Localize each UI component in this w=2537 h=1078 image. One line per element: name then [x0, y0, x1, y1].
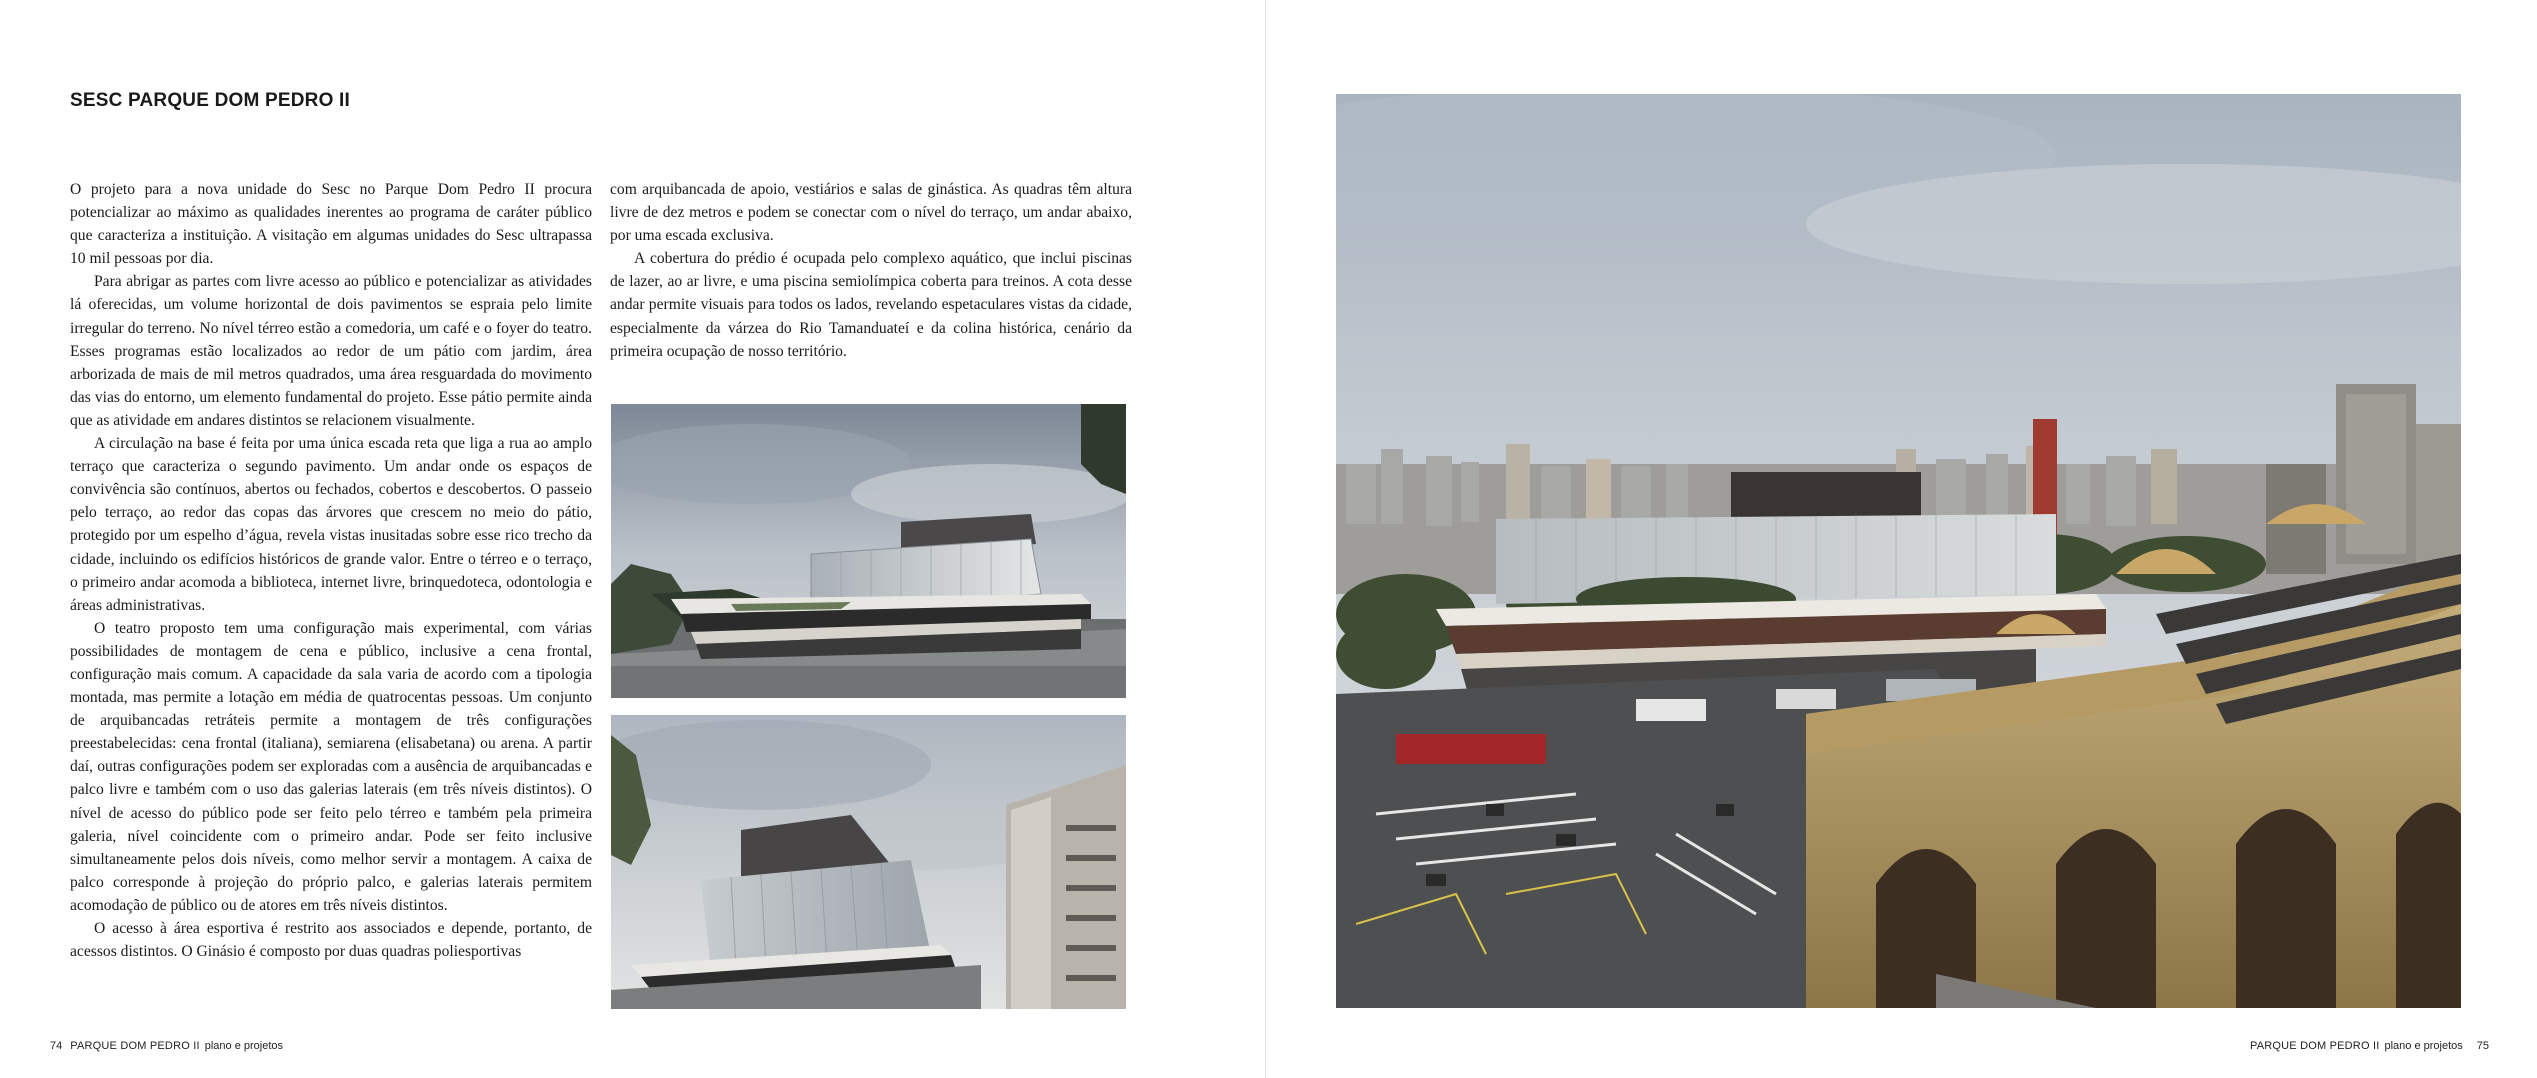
paragraph: Para abrigar as partes com livre acesso ao público e potencializar as atividades lá oferecidas, um volume horizontal de dois pavimentos se espraia pelo limite irregular do terreno. No nível térreo estão a comedoria, um café e o foyer do teatro. Esses programas estão localizados ao redor de um pátio com jardim, área arborizada de mais de mil metros quadrados, uma área resguardada do movimento das vias do entorno, um elemento fundamental do projeto. Esse pátio permite ainda que as atividade em andares distintos se relacionem visualmente. — [70, 273, 592, 429]
paragraph: O projeto para a nova unidade do Sesc no Parque Dom Pedro II procura potencializar ao máximo as qualidades inerentes ao programa de caráter público que caracteriza a instituição. A visitação em algumas unidades do Sesc ultrapassa 10 mil pessoas por dia. — [70, 181, 592, 268]
page-number: 74 — [50, 1040, 63, 1052]
left-page — [0, 0, 1266, 1078]
paragraph: O teatro proposto tem uma configuração mais experimental, com várias possibilidades de montagem de cena e público, inclusive a cena frontal, configuração mais comum. A capacidade da sala varia de acordo com a tipologia montada, mas permite a lotação em média de quatrocentas pessoas. Um conjunto de arquibancadas retráteis permite a montagem de três configurações preestabelecidas: cena frontal (italiana), semiarena (elisabetana) ou arena. A partir daí, outras configurações podem ser exploradas com a ausência de arquibancadas e palco livre e também com o uso das galerias laterais (em três níveis distintos). O nível de acesso do público pode ser feito pelo térreo e também pela primeira galeria, nível coincidente com o primeiro andar. Pode ser feito inclusive simultaneamente pelos dois níveis, como melhor servir a montagem. A caixa de palco corresponde à projeção do próprio palco, e galerias laterais permitem acomodação de público ou de atores em três níveis distintos. — [70, 619, 592, 914]
folio-right — [2250, 1040, 2489, 1052]
paragraph: A circulação na base é feita por uma única escada reta que liga a rua ao amplo terraço que caracteriza o segundo pavimento. Um andar onde os espaços de convivência são contínuos, abertos ou fechados, cobertos e descobertos. O passeio pelo terraço, ao redor das copas das árvores que crescem no meio do pátio, protegido por um espelho d’água, revela vistas inusitadas sobre esse rico trecho da cidade, incluindo os edifícios históricos de grande valor. Entre o térreo e o terraço, o primeiro andar acomoda a biblioteca, internet livre, brinquedoteca, odontologia e áreas administrativas. — [70, 435, 592, 614]
running-subsection: plano e projetos — [204, 1040, 284, 1052]
running-section: PARQUE DOM PEDRO II — [70, 1040, 200, 1052]
folio-left — [50, 1040, 283, 1052]
aerial-city-photo — [1336, 94, 2461, 1008]
rendering-image-bottom — [611, 715, 1126, 1009]
text-column-right — [610, 178, 1132, 363]
running-section: PARQUE DOM PEDRO II — [2249, 1040, 2380, 1052]
paragraph: A cobertura do prédio é ocupada pelo complexo aquático, que inclui piscinas de lazer, ao ar livre, e uma piscina semiolímpica coberta para treinos. A cota desse andar permite visuais para todos os lados, revelando espetaculares vistas da cidade, especialmente da várzea do Rio Tamanduateí e da colina histórica, cenário da primeira ocupação de nosso território. — [610, 250, 1132, 360]
rendering-image-top — [611, 404, 1126, 698]
page-number: 75 — [2476, 1040, 2489, 1052]
paragraph: com arquibancada de apoio, vestiários e salas de ginástica. As quadras têm altura livre de dez metros e podem se conectar com o nível do terraço, um andar abaixo, por uma escada exclusiva. — [610, 181, 1132, 245]
running-subsection: plano e projetos — [2384, 1040, 2463, 1052]
paragraph: O acesso à área esportiva é restrito aos associados e depende, portanto, de acessos distintos. O Ginásio é composto por duas quadras poliesportivas — [70, 920, 592, 961]
text-column-left — [70, 178, 592, 963]
right-page — [1266, 0, 2537, 1078]
page-title: SESC PARQUE DOM PEDRO II — [70, 90, 350, 111]
